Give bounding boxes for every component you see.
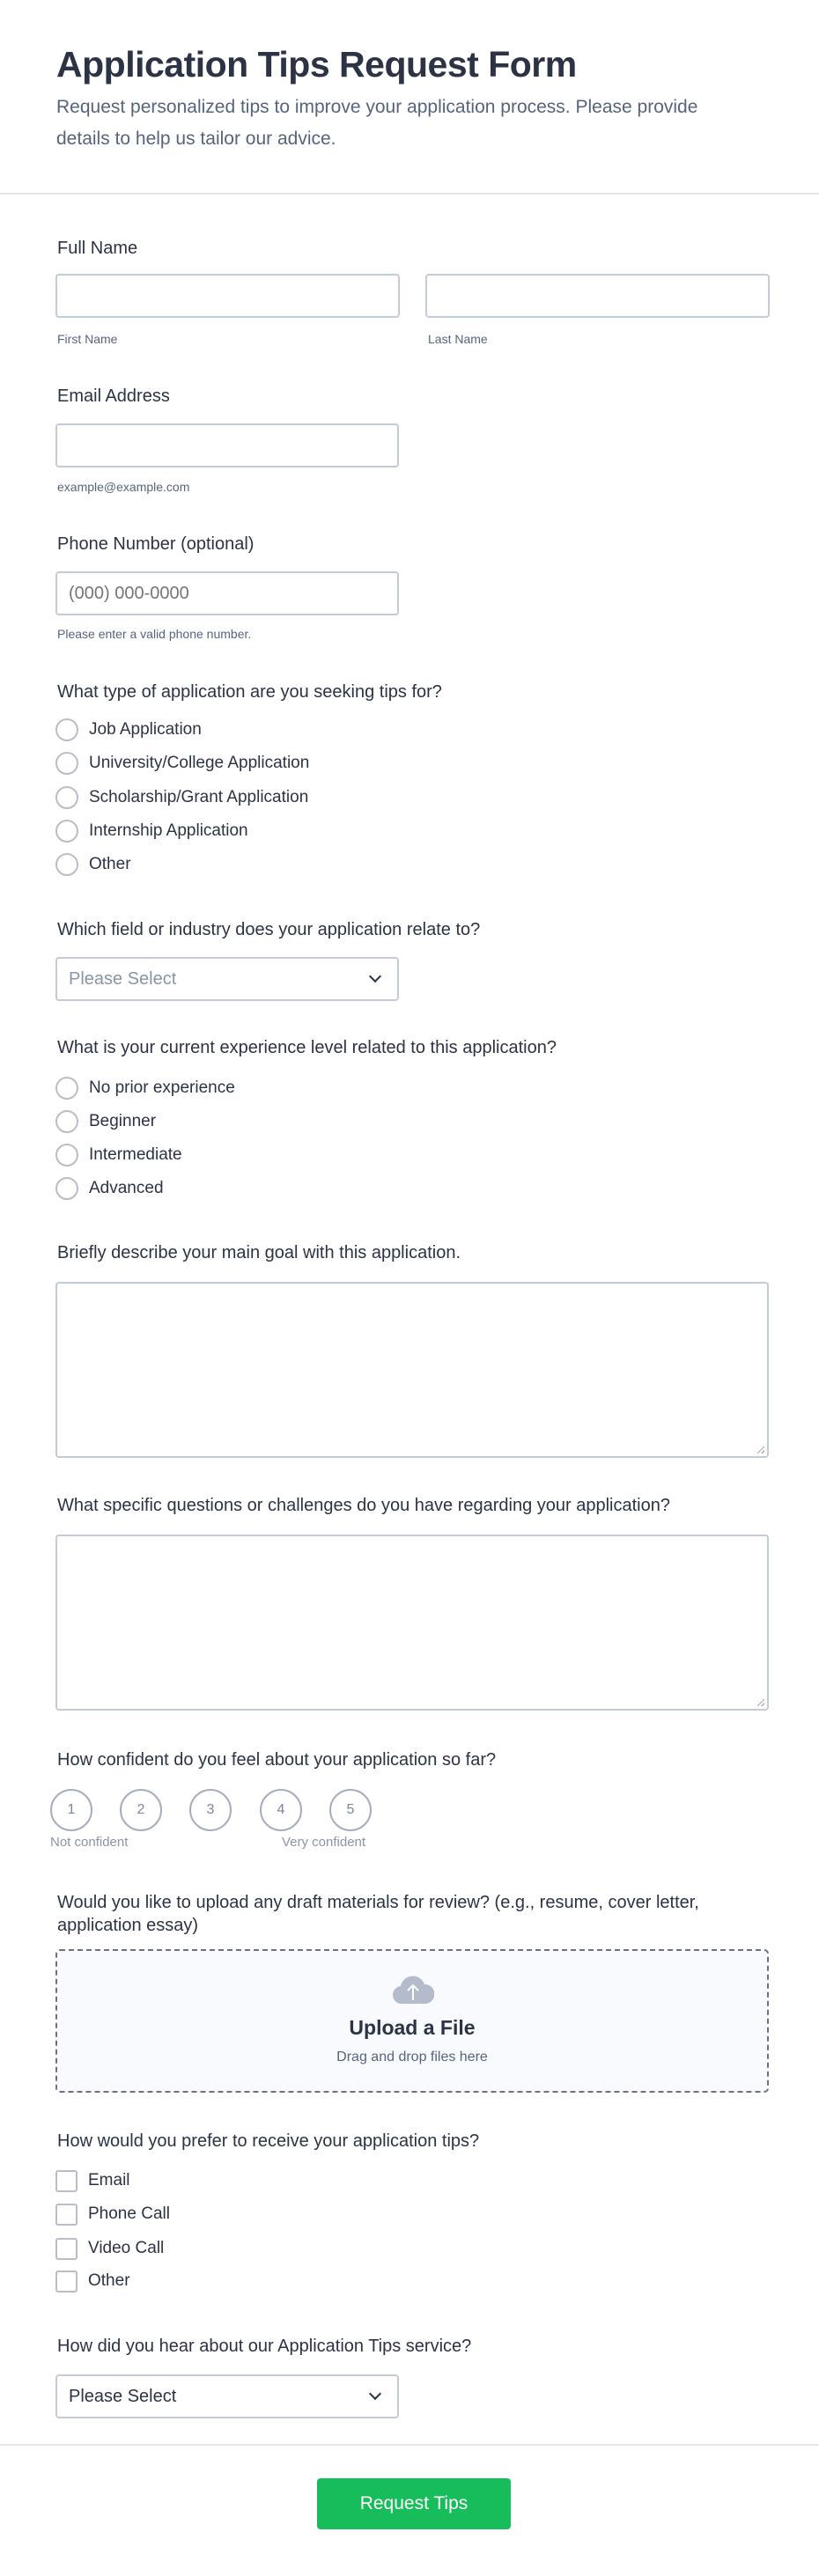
- page-title: Application Tips Request Form: [56, 44, 577, 85]
- upload-hint: Drag and drop files here: [336, 2050, 488, 2064]
- chevron-down-icon: [369, 2388, 381, 2400]
- last-name-input[interactable]: [425, 274, 770, 318]
- checkbox-phone-call[interactable]: [55, 2202, 170, 2226]
- footer-divider: [0, 2444, 819, 2446]
- option-label: Job Application: [89, 720, 202, 739]
- phone-hint: Please enter a valid phone number.: [57, 627, 252, 641]
- radio-beginner[interactable]: [55, 1109, 156, 1134]
- goal-textarea[interactable]: [55, 1282, 769, 1458]
- first-name-input[interactable]: [55, 274, 400, 318]
- resize-handle-icon[interactable]: [757, 1446, 764, 1454]
- contact-pref-label: How would you prefer to receive your application tips?: [57, 2131, 480, 2151]
- scale-max-label: Very confident: [282, 1835, 366, 1850]
- confidence-label: How confident do you feel about your application so far?: [57, 1750, 497, 1770]
- rating-4[interactable]: 4: [260, 1789, 302, 1831]
- email-hint: example@example.com: [57, 480, 190, 494]
- option-label: Intermediate: [89, 1145, 182, 1164]
- option-label: Other: [88, 2271, 130, 2290]
- radio-circle-icon: [55, 786, 78, 809]
- upload-title: Upload a File: [349, 2016, 476, 2039]
- upload-label: Would you like to upload any draft materials for review? (e.g., resume, cover letter, application essay): [57, 1893, 699, 1935]
- field-select[interactable]: [55, 957, 399, 1001]
- checkbox-icon: [55, 2204, 77, 2226]
- radio-internship-application[interactable]: [55, 819, 248, 843]
- rating-3[interactable]: 3: [189, 1789, 232, 1831]
- option-label: Other: [89, 855, 131, 873]
- option-label: Internship Application: [89, 821, 248, 840]
- checkbox-icon: [55, 2238, 77, 2260]
- checkbox-icon: [55, 2271, 77, 2293]
- select-value: Please Select: [69, 2386, 177, 2406]
- experience-label: What is your current experience level related to this application?: [57, 1038, 557, 1057]
- phone-label: Phone Number (optional): [57, 534, 255, 554]
- checkbox-email[interactable]: [55, 2168, 130, 2193]
- email-label: Email Address: [57, 386, 170, 406]
- page-subtitle: Request personalized tips to improve your application process. Please provide details to help us tailor our advice.: [56, 97, 698, 149]
- header-divider: [0, 193, 819, 195]
- option-label: Email: [88, 2171, 130, 2190]
- checkbox-other[interactable]: [55, 2269, 130, 2293]
- field-label: Which field or industry does your application relate to?: [57, 920, 481, 939]
- email-input[interactable]: [55, 423, 399, 467]
- radio-advanced[interactable]: [55, 1176, 164, 1201]
- full-name-label: Full Name: [57, 239, 138, 258]
- option-label: University/College Application: [89, 754, 310, 772]
- file-dropzone[interactable]: [55, 1949, 769, 2093]
- option-label: Video Call: [88, 2239, 165, 2257]
- app-type-label: What type of application are you seeking tips for?: [57, 682, 442, 702]
- referral-label: How did you hear about our Application Tips service?: [57, 2337, 472, 2356]
- last-name-sublabel: Last Name: [428, 332, 488, 346]
- request-tips-button[interactable]: Request Tips: [317, 2478, 511, 2529]
- radio-circle-icon: [55, 1110, 78, 1133]
- radio-job-application[interactable]: [55, 718, 202, 742]
- rating-2[interactable]: 2: [120, 1789, 162, 1831]
- option-label: Scholarship/Grant Application: [89, 788, 309, 806]
- radio-circle-icon: [55, 1177, 78, 1200]
- goal-label: Briefly describe your main goal with this application.: [57, 1243, 461, 1262]
- radio-circle-icon: [55, 718, 78, 741]
- radio-scholarship-application[interactable]: [55, 785, 308, 810]
- resize-handle-icon[interactable]: [757, 1699, 764, 1706]
- radio-intermediate[interactable]: [55, 1143, 182, 1167]
- option-label: Phone Call: [88, 2204, 170, 2223]
- radio-circle-icon: [55, 1077, 78, 1100]
- rating-5[interactable]: 5: [329, 1789, 372, 1831]
- radio-circle-icon: [55, 853, 78, 876]
- radio-circle-icon: [55, 752, 78, 775]
- option-label: No prior experience: [89, 1078, 235, 1097]
- checkbox-icon: [55, 2170, 77, 2192]
- rating-1[interactable]: 1: [50, 1789, 92, 1831]
- option-label: Advanced: [89, 1179, 164, 1197]
- referral-select[interactable]: [55, 2374, 399, 2418]
- questions-label: What specific questions or challenges do you have regarding your application?: [57, 1496, 670, 1515]
- option-label: Beginner: [89, 1112, 157, 1130]
- select-value: Please Select: [69, 968, 177, 989]
- scale-min-label: Not confident: [50, 1835, 129, 1850]
- radio-circle-icon: [55, 1144, 78, 1167]
- radio-no-experience[interactable]: [55, 1076, 235, 1100]
- chevron-down-icon: [369, 970, 381, 983]
- questions-textarea[interactable]: [55, 1535, 769, 1711]
- first-name-sublabel: First Name: [57, 332, 118, 346]
- radio-university-application[interactable]: [55, 751, 309, 776]
- cloud-upload-icon: [392, 1974, 434, 2006]
- radio-other[interactable]: [55, 852, 131, 877]
- phone-input[interactable]: [55, 571, 399, 615]
- radio-circle-icon: [55, 820, 78, 843]
- checkbox-video-call[interactable]: [55, 2236, 164, 2261]
